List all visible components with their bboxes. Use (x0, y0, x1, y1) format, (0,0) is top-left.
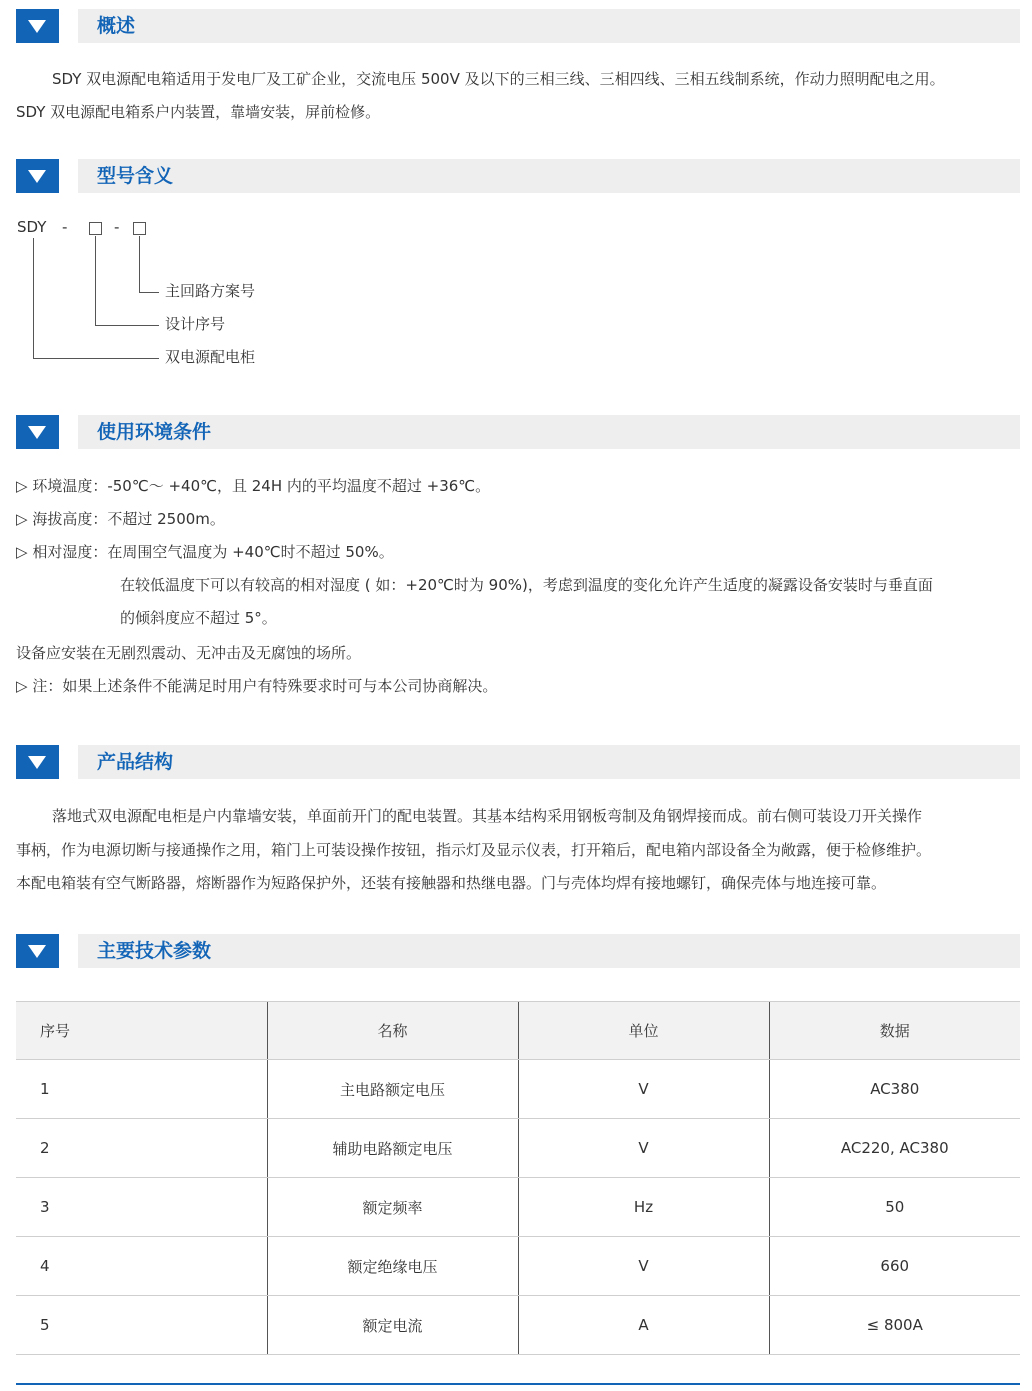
column-header: 单位 (518, 1002, 769, 1060)
cell-index: 2 (16, 1119, 267, 1178)
section-title: 使用环境条件 (97, 421, 212, 443)
table-row (16, 1237, 1020, 1296)
cell-name: 额定电流 (267, 1296, 518, 1355)
section-title: 主要技术参数 (97, 940, 212, 962)
model-placeholder-box (133, 222, 146, 235)
cell-unit: A (518, 1296, 769, 1355)
model-label-cabinet: 双电源配电柜 (165, 348, 256, 366)
table-row (16, 1060, 1020, 1119)
env-label: 环境温度： (32, 477, 108, 495)
section-title: 型号含义 (97, 165, 174, 187)
cell-value: AC380 (769, 1060, 1020, 1119)
env-temperature (16, 470, 490, 503)
env-value: 不超过 2500m。 (107, 510, 225, 528)
env-note (16, 670, 497, 703)
cell-value: AC220, AC380 (769, 1119, 1020, 1178)
cell-value: ≤ 800A (769, 1296, 1020, 1355)
env-label: 相对湿度： (32, 543, 108, 561)
cell-index: 3 (16, 1178, 267, 1237)
env-humidity-line-3: 的倾斜度应不超过 5°。 (120, 609, 277, 627)
cell-name: 额定频率 (267, 1178, 518, 1237)
cell-unit: V (518, 1060, 769, 1119)
column-header: 序号 (16, 1002, 267, 1060)
section-header-environment (16, 415, 1020, 449)
triangle-down-icon (16, 415, 59, 449)
model-placeholder-box (89, 222, 102, 235)
section-title: 产品结构 (97, 751, 174, 773)
model-label-design: 设计序号 (165, 315, 226, 333)
table-row (16, 1296, 1020, 1355)
env-humidity-line-2: 在较低温度下可以有较高的相对湿度 ( 如：+20℃时为 90%)，考虑到温度的变化允许产生适度的凝露设备安装时与垂直面 (120, 576, 933, 594)
triangle-right-icon: ▷ (16, 543, 28, 561)
table-header-row (16, 1002, 1020, 1060)
triangle-right-icon: ▷ (16, 677, 28, 695)
env-value: 在周围空气温度为 +40℃时不超过 50%。 (107, 543, 394, 561)
section-header-model (16, 159, 1020, 193)
cell-index: 5 (16, 1296, 267, 1355)
overview-line-1: SDY 双电源配电箱适用于发电厂及工矿企业，交流电压 500V 及以下的三相三线、三相四线、三相五线制系统，作动力照明配电之用。 (52, 70, 945, 88)
model-prefix: SDY (17, 218, 47, 236)
triangle-down-icon (16, 745, 59, 779)
cell-index: 4 (16, 1237, 267, 1296)
table-row (16, 1178, 1020, 1237)
cell-index: 1 (16, 1060, 267, 1119)
section-header-params (16, 934, 1020, 968)
cell-unit: Hz (518, 1178, 769, 1237)
triangle-down-icon (16, 9, 59, 43)
cell-value: 660 (769, 1237, 1020, 1296)
structure-line-1: 落地式双电源配电柜是户内靠墙安装，单面前开门的配电装置。其基本结构采用钢板弯制及角钢焊接而成。前右侧可装设刀开关操作 (52, 807, 923, 825)
cell-name: 主电路额定电压 (267, 1060, 518, 1119)
env-install-note: 设备应安装在无剧烈震动、无冲击及无腐蚀的场所。 (16, 644, 362, 662)
structure-line-3: 本配电箱装有空气断路器，熔断器作为短路保护外，还装有接触器和热继电器。门与壳体均焊有接地螺钉，确保壳体与地连接可靠。 (16, 874, 887, 892)
triangle-right-icon: ▷ (16, 477, 28, 495)
env-note-text: 注：如果上述条件不能满足时用户有特殊要求时可与本公司协商解决。 (32, 677, 498, 695)
section-header-structure (16, 745, 1020, 779)
section-title: 概述 (97, 15, 136, 37)
env-humidity (16, 536, 394, 569)
structure-line-2: 事柄，作为电源切断与接通操作之用，箱门上可装设操作按钮，指示灯及显示仪表，打开箱后，配电箱内部设备全为敞露，便于检修维护。 (16, 841, 932, 859)
model-dash: - (62, 218, 68, 236)
section-header-overview (16, 9, 1020, 43)
table-row (16, 1119, 1020, 1178)
bottom-divider (16, 1383, 1020, 1385)
cell-unit: V (518, 1237, 769, 1296)
cell-name: 辅助电路额定电压 (267, 1119, 518, 1178)
env-label: 海拔高度： (32, 510, 108, 528)
triangle-down-icon (16, 159, 59, 193)
column-header: 数据 (769, 1002, 1020, 1060)
column-header: 名称 (267, 1002, 518, 1060)
model-dash: - (114, 218, 120, 236)
env-value: -50℃～ +40℃，且 24H 内的平均温度不超过 +36℃。 (107, 477, 491, 495)
cell-name: 额定绝缘电压 (267, 1237, 518, 1296)
params-table (16, 1001, 1020, 1355)
triangle-right-icon: ▷ (16, 510, 28, 528)
cell-unit: V (518, 1119, 769, 1178)
overview-line-2: SDY 双电源配电箱系户内装置，靠墙安装，屏前检修。 (16, 103, 381, 121)
triangle-down-icon (16, 934, 59, 968)
cell-value: 50 (769, 1178, 1020, 1237)
model-label-scheme: 主回路方案号 (165, 282, 256, 300)
env-altitude (16, 503, 225, 536)
